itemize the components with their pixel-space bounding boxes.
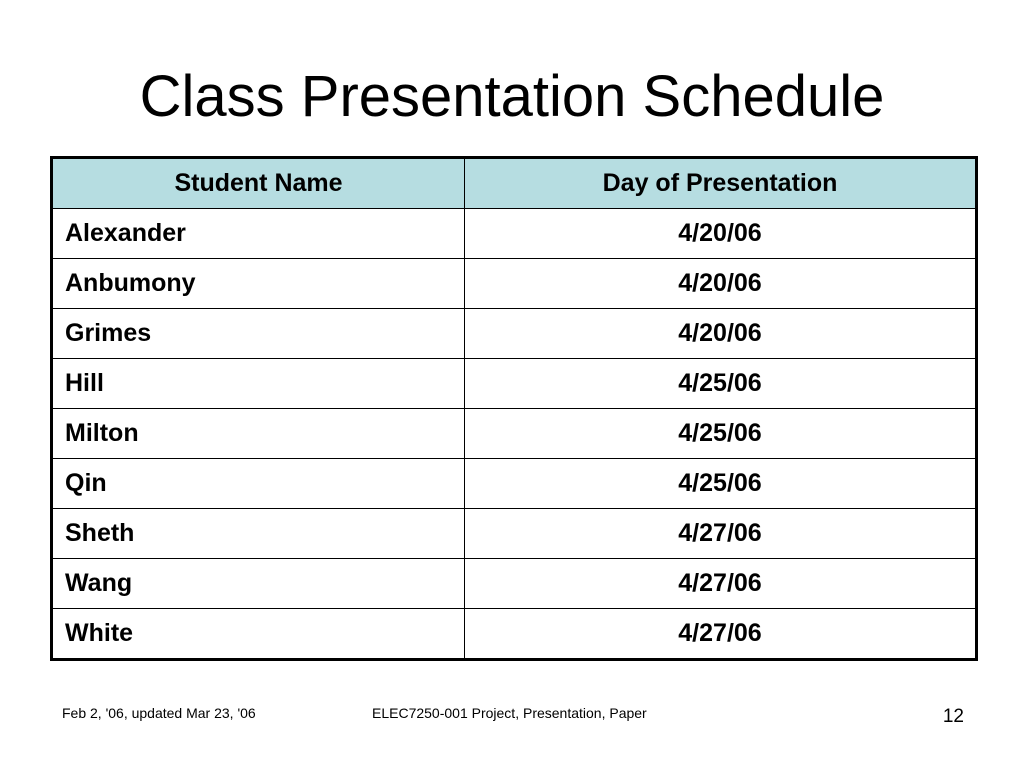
table-row — [52, 509, 977, 559]
student-name-cell: Hill — [52, 359, 465, 409]
footer-course: ELEC7250-001 Project, Presentation, Paper — [372, 705, 647, 721]
student-name-cell: Wang — [52, 559, 465, 609]
header-day-of-presentation: Day of Presentation — [465, 158, 977, 209]
schedule-table — [50, 156, 978, 661]
table-row — [52, 409, 977, 459]
table-row — [52, 559, 977, 609]
presentation-day-cell: 4/27/06 — [465, 559, 977, 609]
student-name-cell: Anbumony — [52, 259, 465, 309]
table-row — [52, 459, 977, 509]
presentation-day-cell: 4/25/06 — [465, 409, 977, 459]
header-student-name: Student Name — [52, 158, 465, 209]
slide-title: Class Presentation Schedule — [139, 64, 885, 129]
presentation-day-cell: 4/25/06 — [465, 459, 977, 509]
student-name-cell: Alexander — [52, 209, 465, 259]
footer-date: Feb 2, '06, updated Mar 23, '06 — [62, 705, 256, 721]
table-row — [52, 359, 977, 409]
table-row — [52, 609, 977, 660]
page-number: 12 — [942, 706, 964, 727]
student-name-cell: White — [52, 609, 465, 660]
table-header-row — [52, 158, 977, 209]
student-name-cell: Milton — [52, 409, 465, 459]
student-name-cell: Grimes — [52, 309, 465, 359]
presentation-day-cell: 4/27/06 — [465, 609, 977, 660]
table-row — [52, 209, 977, 259]
table-row — [52, 259, 977, 309]
table-row — [52, 309, 977, 359]
student-name-cell: Sheth — [52, 509, 465, 559]
student-name-cell: Qin — [52, 459, 465, 509]
presentation-day-cell: 4/27/06 — [465, 509, 977, 559]
presentation-day-cell: 4/20/06 — [465, 259, 977, 309]
presentation-day-cell: 4/20/06 — [465, 309, 977, 359]
presentation-day-cell: 4/20/06 — [465, 209, 977, 259]
presentation-day-cell: 4/25/06 — [465, 359, 977, 409]
